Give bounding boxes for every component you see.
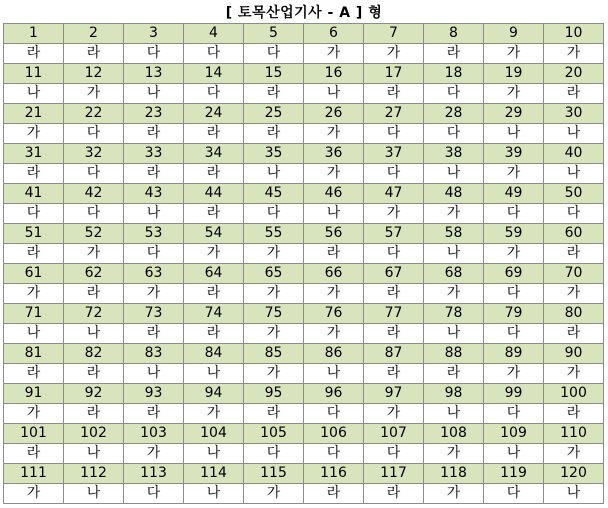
question-number-cell: 82 [64,344,124,364]
question-number-cell: 48 [424,184,484,204]
question-number-cell: 57 [364,224,424,244]
question-number-cell: 79 [484,304,544,324]
answer-cell: 라 [184,124,244,144]
answer-cell: 라 [4,444,64,464]
question-number-cell: 81 [4,344,64,364]
answer-cell: 라 [544,324,604,344]
answer-row [4,244,604,264]
answer-row [4,164,604,184]
question-number-cell: 89 [484,344,544,364]
answer-cell: 가 [244,284,304,304]
answer-cell: 다 [304,444,364,464]
answer-cell: 가 [304,324,364,344]
answer-cell: 라 [184,284,244,304]
question-number-cell: 108 [424,424,484,444]
answer-cell: 가 [424,204,484,224]
question-number-row [4,304,604,324]
question-number-row [4,24,604,44]
answer-cell: 다 [64,124,124,144]
question-number-cell: 109 [484,424,544,444]
question-number-cell: 88 [424,344,484,364]
answer-cell: 가 [544,364,604,384]
answer-cell: 다 [424,84,484,104]
answer-cell: 다 [364,164,424,184]
answer-cell: 나 [544,484,604,504]
answer-cell: 가 [4,284,64,304]
question-number-cell: 3 [124,24,184,44]
answer-cell: 가 [304,164,364,184]
question-number-cell: 117 [364,464,424,484]
answer-row [4,324,604,344]
answer-row [4,284,604,304]
question-number-cell: 119 [484,464,544,484]
question-number-cell: 50 [544,184,604,204]
question-number-cell: 31 [4,144,64,164]
answer-cell: 라 [64,364,124,384]
answer-cell: 가 [364,404,424,424]
question-number-cell: 17 [364,64,424,84]
answer-cell: 라 [544,404,604,424]
question-number-cell: 84 [184,344,244,364]
answer-cell: 가 [484,84,544,104]
answer-cell: 가 [484,164,544,184]
question-number-cell: 42 [64,184,124,204]
answer-cell: 라 [124,324,184,344]
question-number-cell: 6 [304,24,364,44]
question-number-cell: 53 [124,224,184,244]
question-number-cell: 80 [544,304,604,324]
question-number-cell: 26 [304,104,364,124]
question-number-cell: 46 [304,184,364,204]
question-number-cell: 92 [64,384,124,404]
question-number-cell: 71 [4,304,64,324]
answer-row [4,364,604,384]
question-number-cell: 91 [4,384,64,404]
answer-cell: 다 [544,204,604,224]
question-number-cell: 118 [424,464,484,484]
answer-cell: 라 [544,244,604,264]
answer-cell: 가 [304,44,364,64]
answer-cell: 가 [244,364,304,384]
question-number-cell: 78 [424,304,484,324]
answer-cell: 가 [244,324,304,344]
question-number-cell: 116 [304,464,364,484]
answer-cell: 라 [364,84,424,104]
answer-cell: 나 [184,364,244,384]
question-number-cell: 94 [184,384,244,404]
question-number-cell: 32 [64,144,124,164]
question-number-cell: 24 [184,104,244,124]
question-number-cell: 55 [244,224,304,244]
answer-cell: 라 [244,124,304,144]
answer-cell: 나 [4,84,64,104]
answer-cell: 가 [544,284,604,304]
answer-cell: 가 [544,44,604,64]
question-number-cell: 25 [244,104,304,124]
question-number-cell: 74 [184,304,244,324]
answer-cell: 나 [484,444,544,464]
answer-cell: 다 [4,204,64,224]
answer-cell: 나 [184,484,244,504]
question-number-cell: 33 [124,144,184,164]
question-number-row [4,464,604,484]
question-number-cell: 2 [64,24,124,44]
answer-cell: 라 [124,404,184,424]
question-number-row [4,184,604,204]
question-number-cell: 58 [424,224,484,244]
answer-cell: 가 [124,444,184,464]
question-number-cell: 18 [424,64,484,84]
question-number-cell: 49 [484,184,544,204]
question-number-cell: 37 [364,144,424,164]
question-number-cell: 66 [304,264,364,284]
question-number-cell: 111 [4,464,64,484]
question-number-cell: 15 [244,64,304,84]
question-number-cell: 85 [244,344,304,364]
question-number-cell: 28 [424,104,484,124]
answer-cell: 나 [304,364,364,384]
question-number-cell: 83 [124,344,184,364]
answer-cell: 가 [424,444,484,464]
question-number-cell: 16 [304,64,364,84]
answer-cell: 라 [64,404,124,424]
answer-cell: 다 [244,204,304,224]
question-number-cell: 19 [484,64,544,84]
question-number-cell: 86 [304,344,364,364]
question-number-row [4,104,604,124]
answer-cell: 나 [4,324,64,344]
question-number-cell: 11 [4,64,64,84]
answer-cell: 나 [124,204,184,224]
question-number-cell: 72 [64,304,124,324]
answer-cell: 라 [424,364,484,384]
answer-cell: 가 [4,124,64,144]
question-number-cell: 102 [64,424,124,444]
answer-cell: 다 [484,484,544,504]
question-number-cell: 93 [124,384,184,404]
answer-cell: 가 [364,44,424,64]
question-number-cell: 44 [184,184,244,204]
answer-cell: 나 [484,124,544,144]
question-number-cell: 95 [244,384,304,404]
answer-row [4,84,604,104]
answer-cell: 다 [124,484,184,504]
question-number-cell: 20 [544,64,604,84]
question-number-cell: 59 [484,224,544,244]
answer-cell: 다 [184,84,244,104]
answer-cell: 다 [484,324,544,344]
question-number-cell: 96 [304,384,364,404]
answer-cell: 라 [4,164,64,184]
question-number-cell: 70 [544,264,604,284]
answer-cell: 가 [4,484,64,504]
answer-row [4,44,604,64]
answer-cell: 가 [244,484,304,504]
answer-cell: 라 [364,284,424,304]
question-number-cell: 40 [544,144,604,164]
question-number-cell: 60 [544,224,604,244]
question-number-cell: 7 [364,24,424,44]
answer-cell: 라 [244,404,304,424]
question-number-cell: 67 [364,264,424,284]
question-number-cell: 10 [544,24,604,44]
question-number-cell: 64 [184,264,244,284]
answer-cell: 나 [304,84,364,104]
question-number-cell: 90 [544,344,604,364]
answer-cell: 가 [424,284,484,304]
question-number-cell: 68 [424,264,484,284]
answer-row [4,404,604,424]
question-number-cell: 30 [544,104,604,124]
answer-cell: 나 [124,84,184,104]
answer-cell: 가 [64,84,124,104]
answer-cell: 다 [184,44,244,64]
question-number-cell: 56 [304,224,364,244]
answer-cell: 라 [364,364,424,384]
answer-cell: 라 [184,324,244,344]
answer-cell: 나 [64,444,124,464]
question-number-row [4,224,604,244]
question-number-cell: 113 [124,464,184,484]
question-number-cell: 69 [484,264,544,284]
question-number-cell: 9 [484,24,544,44]
question-number-cell: 77 [364,304,424,324]
answer-cell: 나 [184,444,244,464]
answer-cell: 다 [364,444,424,464]
question-number-cell: 8 [424,24,484,44]
answer-row [4,444,604,464]
answer-cell: 가 [364,204,424,224]
question-number-cell: 41 [4,184,64,204]
answer-cell: 다 [64,164,124,184]
question-number-cell: 54 [184,224,244,244]
question-number-cell: 104 [184,424,244,444]
question-number-cell: 97 [364,384,424,404]
question-number-cell: 103 [124,424,184,444]
answer-cell: 나 [244,164,304,184]
question-number-cell: 29 [484,104,544,124]
answer-cell: 나 [424,324,484,344]
answer-cell: 라 [364,324,424,344]
question-number-row [4,64,604,84]
answer-cell: 가 [484,364,544,384]
question-number-row [4,424,604,444]
question-number-cell: 1 [4,24,64,44]
question-number-cell: 115 [244,464,304,484]
answer-cell: 가 [184,244,244,264]
sheet-title: [ 토목산업기사 - A ] 형 [225,5,383,21]
question-number-cell: 36 [304,144,364,164]
question-number-cell: 114 [184,464,244,484]
answer-cell: 가 [424,484,484,504]
answer-cell: 다 [484,284,544,304]
question-number-cell: 63 [124,264,184,284]
answer-cell: 가 [184,404,244,424]
question-number-cell: 106 [304,424,364,444]
question-number-cell: 13 [124,64,184,84]
question-number-cell: 101 [4,424,64,444]
question-number-cell: 76 [304,304,364,324]
answer-cell: 다 [64,204,124,224]
question-number-cell: 38 [424,144,484,164]
question-number-cell: 61 [4,264,64,284]
question-number-row [4,384,604,404]
answer-cell: 라 [544,84,604,104]
question-number-cell: 45 [244,184,304,204]
answer-cell: 다 [424,124,484,144]
answer-row [4,484,604,504]
answer-cell: 라 [124,124,184,144]
answer-cell: 다 [364,244,424,264]
question-number-cell: 110 [544,424,604,444]
question-number-cell: 65 [244,264,304,284]
answer-cell: 라 [4,364,64,384]
question-number-cell: 4 [184,24,244,44]
answer-cell: 라 [304,244,364,264]
answer-cell: 가 [484,244,544,264]
answer-cell: 나 [124,364,184,384]
answer-cell: 라 [4,244,64,264]
answer-table [3,23,604,504]
answer-cell: 라 [304,484,364,504]
answer-cell: 나 [544,124,604,144]
question-number-cell: 120 [544,464,604,484]
answer-cell: 나 [64,324,124,344]
answer-cell: 나 [424,164,484,184]
question-number-cell: 43 [124,184,184,204]
answer-cell: 나 [424,244,484,264]
question-number-cell: 39 [484,144,544,164]
question-number-row [4,344,604,364]
answer-cell: 라 [364,484,424,504]
question-number-cell: 62 [64,264,124,284]
answer-cell: 라 [184,204,244,224]
question-number-cell: 51 [4,224,64,244]
question-number-cell: 22 [64,104,124,124]
answer-cell: 라 [184,164,244,184]
question-number-cell: 5 [244,24,304,44]
answer-cell: 다 [124,244,184,264]
question-number-cell: 47 [364,184,424,204]
question-number-cell: 73 [124,304,184,324]
question-number-cell: 14 [184,64,244,84]
question-number-cell: 105 [244,424,304,444]
question-number-cell: 100 [544,384,604,404]
answer-cell: 다 [244,44,304,64]
answer-row [4,124,604,144]
answer-cell: 다 [244,444,304,464]
answer-table-body [4,24,604,504]
answer-cell: 라 [64,44,124,64]
answer-cell: 다 [484,404,544,424]
answer-cell: 나 [304,204,364,224]
question-number-cell: 12 [64,64,124,84]
answer-cell: 나 [424,404,484,424]
answer-cell: 라 [124,164,184,184]
answer-cell: 가 [64,244,124,264]
question-number-cell: 98 [424,384,484,404]
answer-cell: 라 [4,44,64,64]
answer-cell: 가 [484,44,544,64]
question-number-cell: 52 [64,224,124,244]
question-number-row [4,144,604,164]
answer-cell: 가 [124,284,184,304]
question-number-cell: 112 [64,464,124,484]
question-number-cell: 27 [364,104,424,124]
answer-cell: 라 [424,44,484,64]
question-number-cell: 87 [364,344,424,364]
answer-cell: 가 [4,404,64,424]
question-number-cell: 34 [184,144,244,164]
question-number-cell: 23 [124,104,184,124]
answer-row [4,204,604,224]
answer-cell: 라 [64,284,124,304]
answer-cell: 다 [484,204,544,224]
answer-cell: 가 [304,284,364,304]
answer-cell: 나 [64,484,124,504]
question-number-cell: 99 [484,384,544,404]
question-number-cell: 21 [4,104,64,124]
answer-cell: 가 [304,124,364,144]
answer-cell: 가 [244,244,304,264]
question-number-cell: 35 [244,144,304,164]
question-number-row [4,264,604,284]
answer-cell: 다 [364,124,424,144]
question-number-cell: 75 [244,304,304,324]
question-number-cell: 107 [364,424,424,444]
answer-cell: 다 [124,44,184,64]
answer-cell: 나 [544,164,604,184]
answer-cell: 가 [544,444,604,464]
answer-cell: 라 [244,84,304,104]
answer-cell: 다 [304,404,364,424]
